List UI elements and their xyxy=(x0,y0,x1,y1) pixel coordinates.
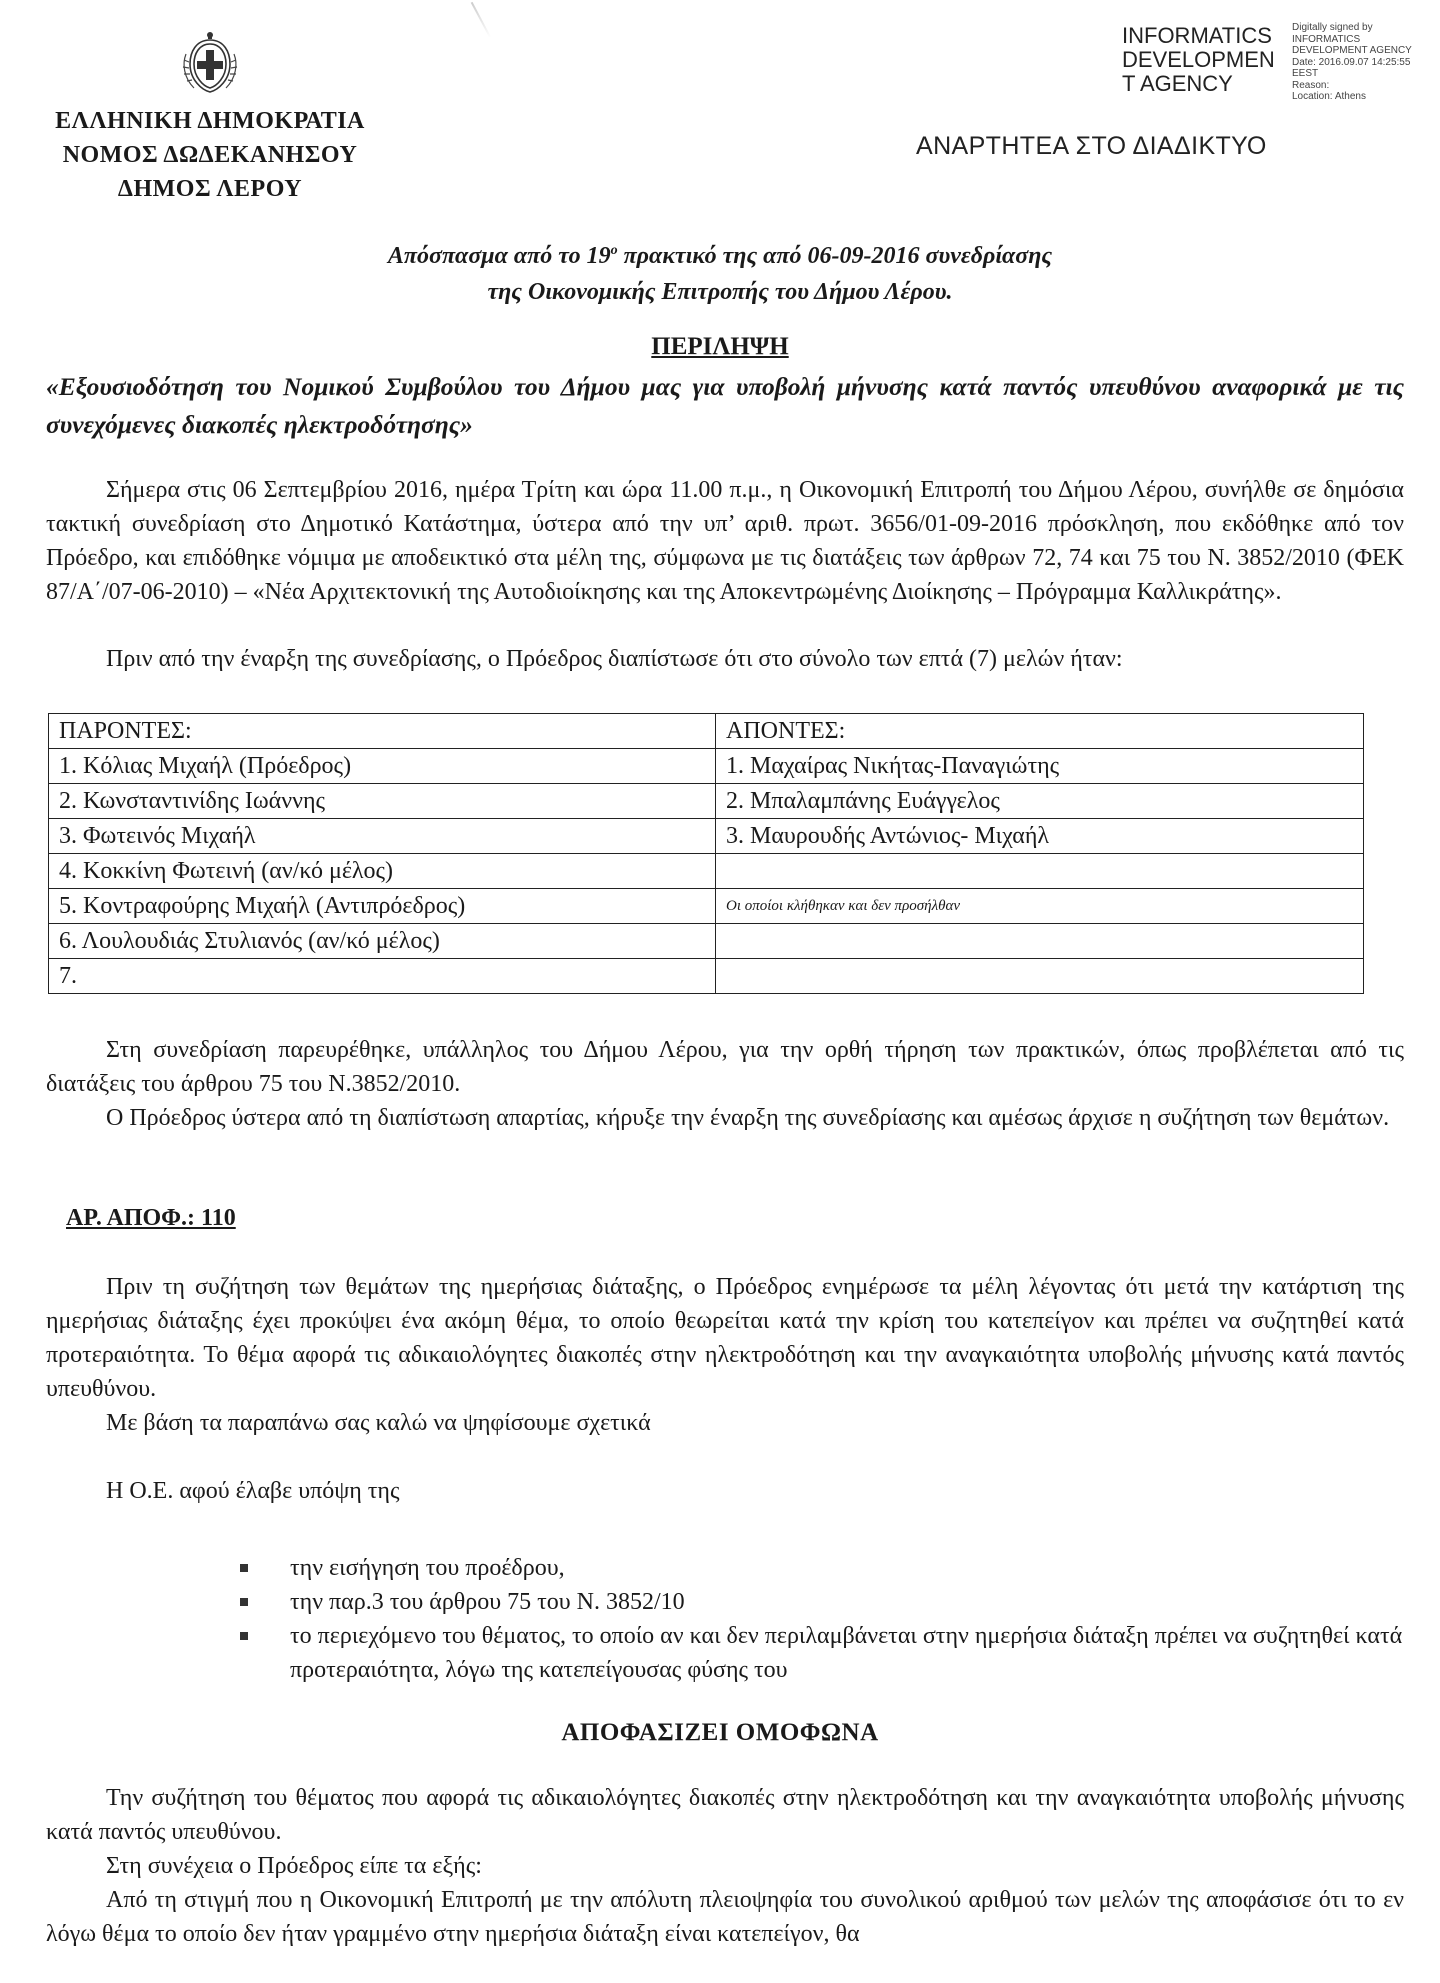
present-member: 2. Κωνσταντινίδης Ιωάννης xyxy=(49,784,716,819)
bullet-icon xyxy=(240,1564,248,1572)
sig-line: Digitally signed by xyxy=(1292,22,1373,33)
signing-agency: INFORMATICS DEVELOPMEN T AGENCY xyxy=(1122,23,1275,96)
sig-line: INFORMATICS xyxy=(1292,33,1361,45)
opening-paragraph: Ο Πρόεδρος ύστερα από τη διαπίστωση απαρτίας, κήρυξε την έναρξη της συνεδρίασης και αμέσως άρχισε η συζήτηση των θεμάτων. xyxy=(106,1105,1390,1131)
bullet-icon xyxy=(240,1598,248,1606)
list-item xyxy=(240,1619,1404,1687)
decision-paragraph: Την συζήτηση του θέματος που αφορά τις αδικαιολόγητες διακοπές στην ηλεκτροδότηση και την αναγκαιότητα υποβολής μήνυσης κατά παντός υπευθύνου. xyxy=(46,1785,1404,1845)
table-row xyxy=(49,749,1364,784)
digital-signature-details xyxy=(1292,22,1432,103)
absent-member xyxy=(716,854,1364,889)
list-item-text: την εισήγηση του προέδρου, xyxy=(290,1555,565,1581)
considerations-list xyxy=(240,1551,1404,1687)
table-row xyxy=(49,959,1364,994)
absent-member: 2. Μπαλαμπάνης Ευάγγελος xyxy=(716,784,1364,819)
absent-header: ΑΠΟΝΤΕΣ: xyxy=(716,714,1364,749)
present-member: 3. Φωτεινός Μιχαήλ xyxy=(49,819,716,854)
summary-heading: ΠΕΡΙΛΗΨΗ xyxy=(651,333,789,360)
absent-member xyxy=(716,924,1364,959)
quorum-paragraph: Πριν από την έναρξη της συνεδρίασης, ο Πρόεδρος διαπίστωσε ότι στο σύνολο των επτά (7) μελών ήταν: xyxy=(106,646,1123,672)
secretary-paragraph: Στη συνεδρίαση παρευρέθηκε, υπάλληλος του Δήμου Λέρου, για την ορθή τήρηση των πρακτικών, όπως προβλέπεται από τις διατάξεις του άρθρου 75 του Ν.3852/2010. xyxy=(46,1037,1404,1097)
decision-number: ΑΡ. ΑΠΟΦ.: 110 xyxy=(66,1205,236,1231)
body-paragraph: Πριν τη συζήτηση των θεμάτων της ημερήσιας διάταξης, ο Πρόεδρος ενημέρωσε τα μέλη λέγοντας ότι μετά την κατάρτιση της ημερήσιας διάταξης έχει προκύψει ένα ακόμη θέμα, το οποίο θεωρείται κατά την κρίση του κατεπείγον και πρέπει να συζητηθεί κατά προτεραιότητα. Το θέμα αφορά τις αδικαιολόγητες διακοπές στην ηλεκτροδότηση και την αναγκαιότητα υποβολής μήνυσης κατά παντός υπευθύνου. xyxy=(46,1274,1404,1402)
present-member: 4. Κοκκίνη Φωτεινή (αν/κό μέλος) xyxy=(49,854,716,889)
list-item-text: την παρ.3 του άρθρου 75 του Ν. 3852/10 xyxy=(290,1589,685,1615)
excerpt-ordinal: ο xyxy=(610,243,618,258)
list-item xyxy=(240,1585,1404,1619)
chair-said-line: Στη συνέχεια ο Πρόεδρος είπε τα εξής: xyxy=(106,1853,482,1879)
issuer-header xyxy=(30,104,390,206)
excerpt-text: Απόσπασμα από το 19 xyxy=(387,243,611,269)
table-row xyxy=(49,714,1364,749)
vote-call-paragraph: Με βάση τα παραπάνω σας καλώ να ψηφίσουμε σχετικά xyxy=(106,1410,651,1436)
absent-member: 1. Μαχαίρας Νικήτας-Παναγιώτης xyxy=(716,749,1364,784)
table-row xyxy=(49,889,1364,924)
bullet-icon xyxy=(240,1632,248,1640)
present-member: 6. Λουλουδιάς Στυλιανός (αν/κό μέλος) xyxy=(49,924,716,959)
list-item-text: το περιεχόμενο του θέματος, το οποίο αν και δεν περιλαμβάνεται στην ημερήσια διάταξη πρέπει να συζητηθεί κατά προτεραιότητα, λόγω της κατεπείγουσας φύσης του xyxy=(290,1623,1403,1683)
table-row xyxy=(49,819,1364,854)
excerpt-committee: της Οικονομικής Επιτροπής του Δήμου Λέρου. xyxy=(487,279,953,305)
present-member: 5. Κοντραφούρης Μιχαήλ (Αντιπρόεδρος) xyxy=(49,889,716,924)
sig-location: Location: Athens xyxy=(1292,91,1366,102)
sig-date: Date: 2016.09.07 14:25:55 xyxy=(1292,56,1411,68)
intro-paragraph: Σήμερα στις 06 Σεπτεμβρίου 2016, ημέρα Τρίτη και ώρα 11.00 π.μ., η Οικονομική Επιτροπή του Δήμου Λέρου, συνήλθε σε δημόσια τακτική συνεδρίαση στο Δημοτικό Κατάστημα, ύστερα από την υπ’ αριθ. πρωτ. 3656/01-09-2016 πρόσκληση, που εκδόθηκε από τον Πρόεδρο, και επιδόθηκε νόμιμα με αποδεικτικό στα μέλη της, σύμφωνα με τις διατάξεις των άρθρων 72, 74 και 75 του Ν. 3852/2010 (ΦΕΚ 87/Α΄/07-06-2010) – «Νέα Αρχιτεκτονική της Αυτοδιοίκησης και της Αποκεντρωμένης Διοίκησης – Πρόγραμμα Καλλικράτης». xyxy=(46,477,1404,605)
sig-line: DEVELOPMENT AGENCY xyxy=(1292,45,1412,56)
considering-line: Η Ο.Ε. αφού έλαβε υπόψη της xyxy=(106,1478,400,1504)
posting-notice: ΑΝΑΡΤΗΤΕΑ ΣΤΟ ΔΙΑΔΙΚΤΥΟ xyxy=(916,132,1267,160)
header-country: ΕΛΛΗΝΙΚΗ ΔΗΜΟΚΡΑΤΙΑ xyxy=(55,108,365,134)
header-prefecture: ΝΟΜΟΣ ΔΩΔΕΚΑΝΗΣΟΥ xyxy=(62,142,358,168)
table-row xyxy=(49,854,1364,889)
absent-note: Οι οποίοι κλήθηκαν και δεν προσήλθαν xyxy=(716,889,1364,924)
header-municipality: ΔΗΜΟΣ ΛΕΡΟΥ xyxy=(117,176,303,202)
present-member: 1. Κόλιας Μιχαήλ (Πρόεδρος) xyxy=(49,749,716,784)
list-item xyxy=(240,1551,1404,1585)
sig-reason: Reason: xyxy=(1292,79,1330,91)
absent-member: 3. Μαυρουδής Αντώνιος- Μιχαήλ xyxy=(716,819,1364,854)
closing-paragraph: Από τη στιγμή που η Οικονομική Επιτροπή με την απόλυτη πλειοψηφία του συνολικού αριθμού των μελών της αποφάσισε ότι το εν λόγω θέμα το οποίο δεν ήταν γραμμένο στην ημερήσια διάταξη είναι κατεπείγον, θα xyxy=(46,1887,1404,1947)
table-row xyxy=(49,784,1364,819)
decision-heading: ΑΠΟΦΑΣΙΖΕΙ ΟΜΟΦΩΝΑ xyxy=(561,1719,879,1746)
excerpt-text: πρακτικό της από 06-09-2016 συνεδρίασης xyxy=(617,243,1053,269)
table-row xyxy=(49,924,1364,959)
sig-line: EEST xyxy=(1292,68,1319,79)
attendance-table xyxy=(48,713,1364,994)
minutes-excerpt-title xyxy=(160,233,1280,310)
present-member: 7. xyxy=(49,959,716,994)
paper-crease xyxy=(471,2,492,38)
absent-member xyxy=(716,959,1364,994)
summary-text: «Εξουσιοδότηση του Νομικού Συμβούλου του Δήμου μας για υποβολή μήνυσης κατά παντός υπευθύνου αναφορικά με τις συνεχόμενες διακοπές ηλεκτροδότησης» xyxy=(46,372,1404,439)
present-header: ΠΑΡΟΝΤΕΣ: xyxy=(49,714,716,749)
greek-coat-of-arms-icon xyxy=(180,30,240,96)
